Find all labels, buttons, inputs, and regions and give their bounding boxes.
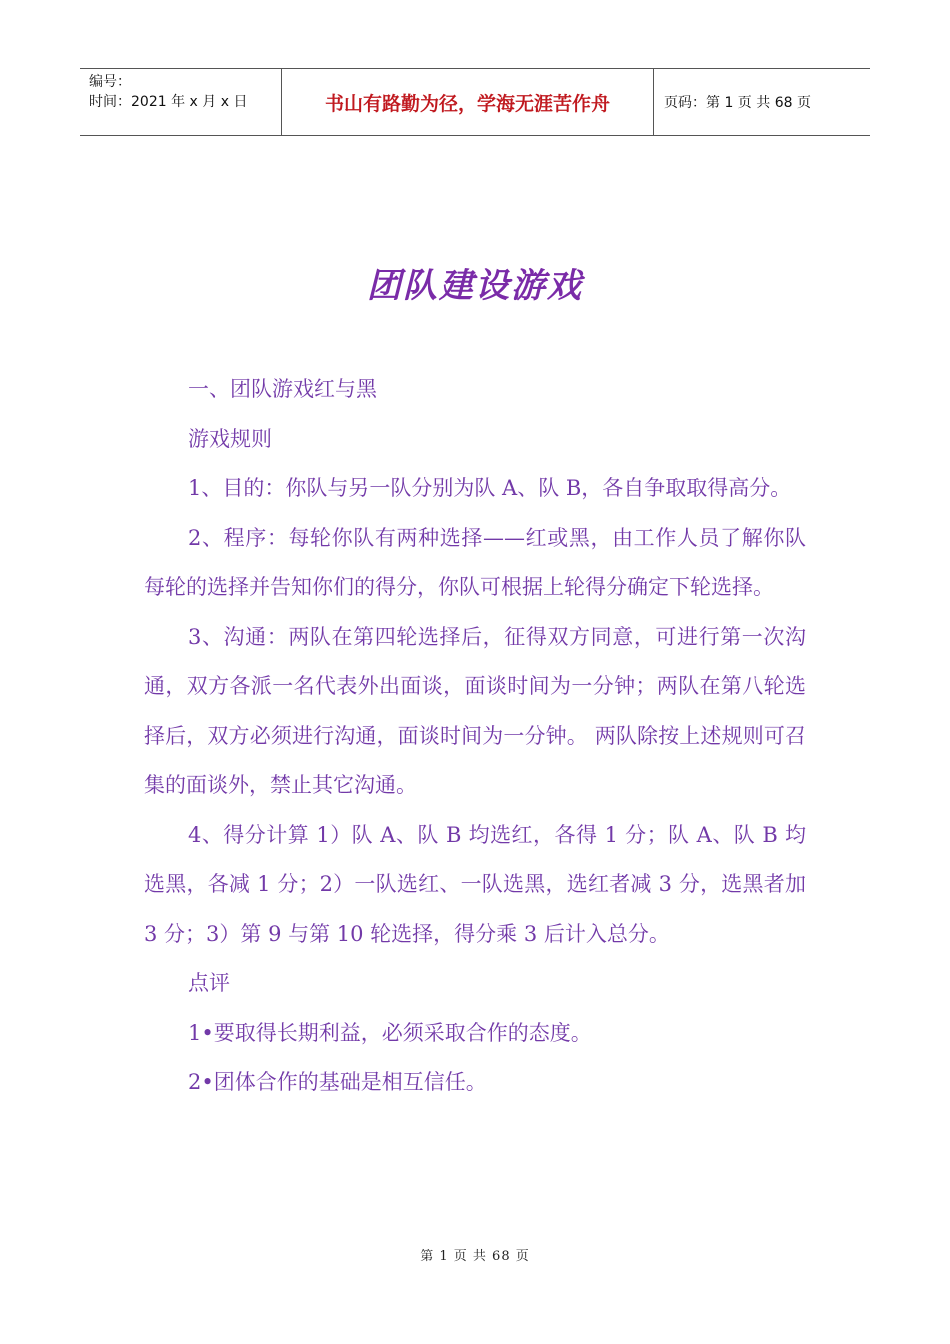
section-heading: 一、团队游戏红与黑 — [188, 377, 377, 401]
rule-procedure: 2、程序：每轮你队有两种选择——红或黑，由工作人员了解你队每轮的选择并告知你们的得分，你队可根据上轮得分确定下轮选择。 — [144, 525, 806, 599]
subheading-review: 点评 — [188, 971, 230, 995]
page-info: 页码：第 1 页 共 68 页 — [664, 95, 811, 111]
motto: 书山有路勤为径，学海无涯苦作舟 — [324, 92, 610, 115]
motto-cell — [281, 69, 654, 135]
header-table — [80, 68, 870, 136]
page-info-cell — [654, 69, 870, 135]
rule-scoring: 4、得分计算 1）队 A、队 B 均选红，各得 1 分；队 A、队 B 均选黑，各减 1 分；2）一队选红、一队选黑，选红者减 3 分，选黑者加 3 分；3）第 9 与第 10 轮选择，得分乘 3 后计入总分。 — [144, 822, 806, 946]
header-left-cell — [80, 69, 281, 135]
number-label: 编号： — [89, 74, 131, 90]
document-title: 团队建设游戏 — [367, 266, 583, 306]
review-point-2: 2•团体合作的基础是相互信任。 — [188, 1070, 487, 1094]
rule-purpose: 1、目的：你队与另一队分别为队 A、队 B，各自争取取得高分。 — [188, 476, 792, 500]
date-line: 时间：2021 年 x 月 x 日 — [89, 94, 248, 110]
page-footer: 第 1 页 共 68 页 — [420, 1249, 530, 1264]
review-point-1: 1•要取得长期利益，必须采取合作的态度。 — [188, 1020, 592, 1045]
subheading-rules: 游戏规则 — [188, 426, 272, 451]
rule-communication: 3、沟通：两队在第四轮选择后，征得双方同意，可进行第一次沟通，双方各派一名代表外出面谈，面谈时间为一分钟；两队在第八轮选择后，双方必须进行沟通，面谈时间为一分钟。 两队除按上述规则可召集的面谈外，禁止其它沟通。 — [144, 624, 806, 797]
document-body — [144, 365, 806, 1108]
